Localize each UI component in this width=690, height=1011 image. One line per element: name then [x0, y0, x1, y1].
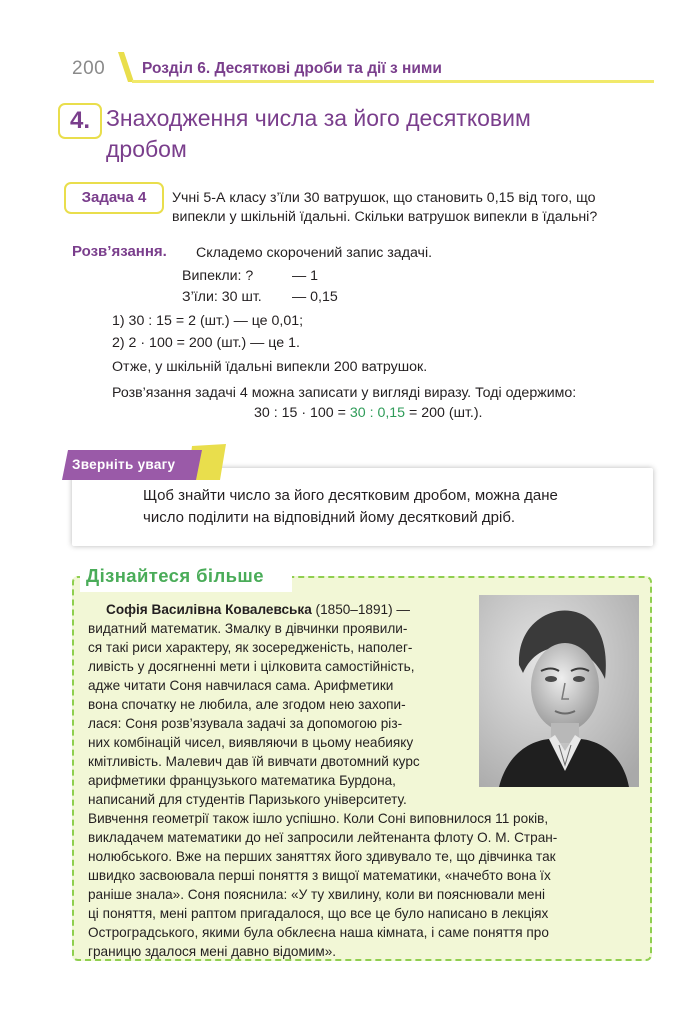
expression-part: 30 : 15 · 100 =	[254, 405, 350, 421]
bio-line: нолюбського. Вже на перших заняттях його здивувало те, що дівчинка так	[88, 849, 556, 864]
problem-badge: Задача 4	[64, 182, 164, 214]
record-label: З’їли: 30 шт.	[182, 289, 262, 305]
solution-conclusion: Отже, у шкільній їдальні випекли 200 ватрушок.	[112, 359, 428, 375]
chapter-title: Розділ 6. Десяткові дроби та дії з ними	[142, 60, 442, 77]
record-value: — 0,15	[292, 289, 338, 305]
bio-line: написаний для студентів Паризького університету.	[88, 792, 407, 807]
header-slash-decoration	[116, 50, 136, 84]
bio-line: раніше знала». Соня пояснила: «У ту хвилину, коли ви пояснювали мені	[88, 887, 546, 902]
bio-name: Софія Василівна Ковалевська	[106, 602, 312, 617]
section-title-line: дробом	[106, 136, 187, 162]
section-number: 4.	[58, 103, 102, 139]
attention-text-line: число поділити на відповідний йому десятковий дріб.	[143, 509, 516, 526]
solution-step: 1) 30 : 15 = 2 (шт.) — це 0,01;	[112, 313, 304, 329]
bio-text: (1850–1891) —	[311, 602, 411, 617]
page-number: 200	[72, 58, 106, 79]
bio-line: ливість у досягненні мети і цілковита самостійність,	[88, 659, 415, 674]
bio-line: викладачем математики до неї запросили лейтенанта флоту О. М. Стран-	[88, 830, 558, 845]
bio-line: кмітливість. Малевич дав їй вивчати двотомний курс	[88, 754, 420, 769]
expression-highlight: 30 : 0,15	[349, 405, 406, 421]
bio-line: Остроградського, якими була обклеєна наша кімната, і саме поняття про	[88, 925, 549, 940]
bio-line: видатний математик. Змалку в дівчинки проявили-	[88, 621, 408, 636]
bio-line: лася: Соня розв’язувала задачі за допомогою різ-	[88, 716, 403, 731]
bio-line: адже читати Соня навчилася сама. Арифметики	[88, 678, 394, 693]
bio-line: арифметики французького математика Бурдона,	[88, 773, 396, 788]
solution-label: Розв’язання.	[72, 243, 167, 260]
problem-text-line: Учні 5-А класу з’їли 30 ватрушок, що становить 0,15 від того, що	[172, 190, 596, 206]
bio-line: них комбінацій чисел, виявляючи в цьому неабияку	[88, 735, 414, 750]
attention-text-line: Щоб знайти число за його десятковим дробом, можна дане	[143, 487, 558, 504]
solution-step: 2) 2 · 100 = 200 (шт.) — це 1.	[112, 335, 300, 351]
learn-more-title: Дізнайтеся більше	[86, 565, 264, 586]
bio-line: ці поняття, мені раптом пригадалося, що все це було написано в лекціях	[88, 906, 549, 921]
bio-line: швидко засвоювала перші поняття з вищої математики, «начебто вона їх	[88, 868, 551, 883]
bio-first-line	[88, 601, 410, 619]
bio-line: ся такі риси характеру, як зосередженість, наполег-	[88, 640, 413, 655]
record-value: — 1	[292, 268, 319, 284]
bio-line: Вивчення геометрії також ішло успішно. Коли Соні виповнилося 11 років,	[88, 811, 549, 826]
portrait-photo	[479, 595, 639, 787]
bio-line: границю здалося мені давно відомим».	[88, 944, 337, 959]
solution-expression	[254, 405, 483, 421]
solution-intro: Складемо скорочений запис задачі.	[196, 245, 433, 261]
problem-text-line: випекли у шкільній їдальні. Скільки ватрушок випекли в їдальні?	[172, 209, 598, 225]
expression-intro: Розв’язання задачі 4 можна записати у вигляді виразу. Тоді одержимо:	[112, 385, 577, 401]
record-label: Випекли: ?	[182, 268, 254, 284]
expression-part: = 200 (шт.).	[405, 405, 483, 421]
bio-line: вона спочатку не любила, але згодом нею захопи-	[88, 697, 406, 712]
header-rule	[132, 80, 654, 83]
section-title-line: Знаходження числа за його десятковим	[106, 105, 531, 131]
attention-label: Зверніть увагу	[72, 457, 176, 472]
